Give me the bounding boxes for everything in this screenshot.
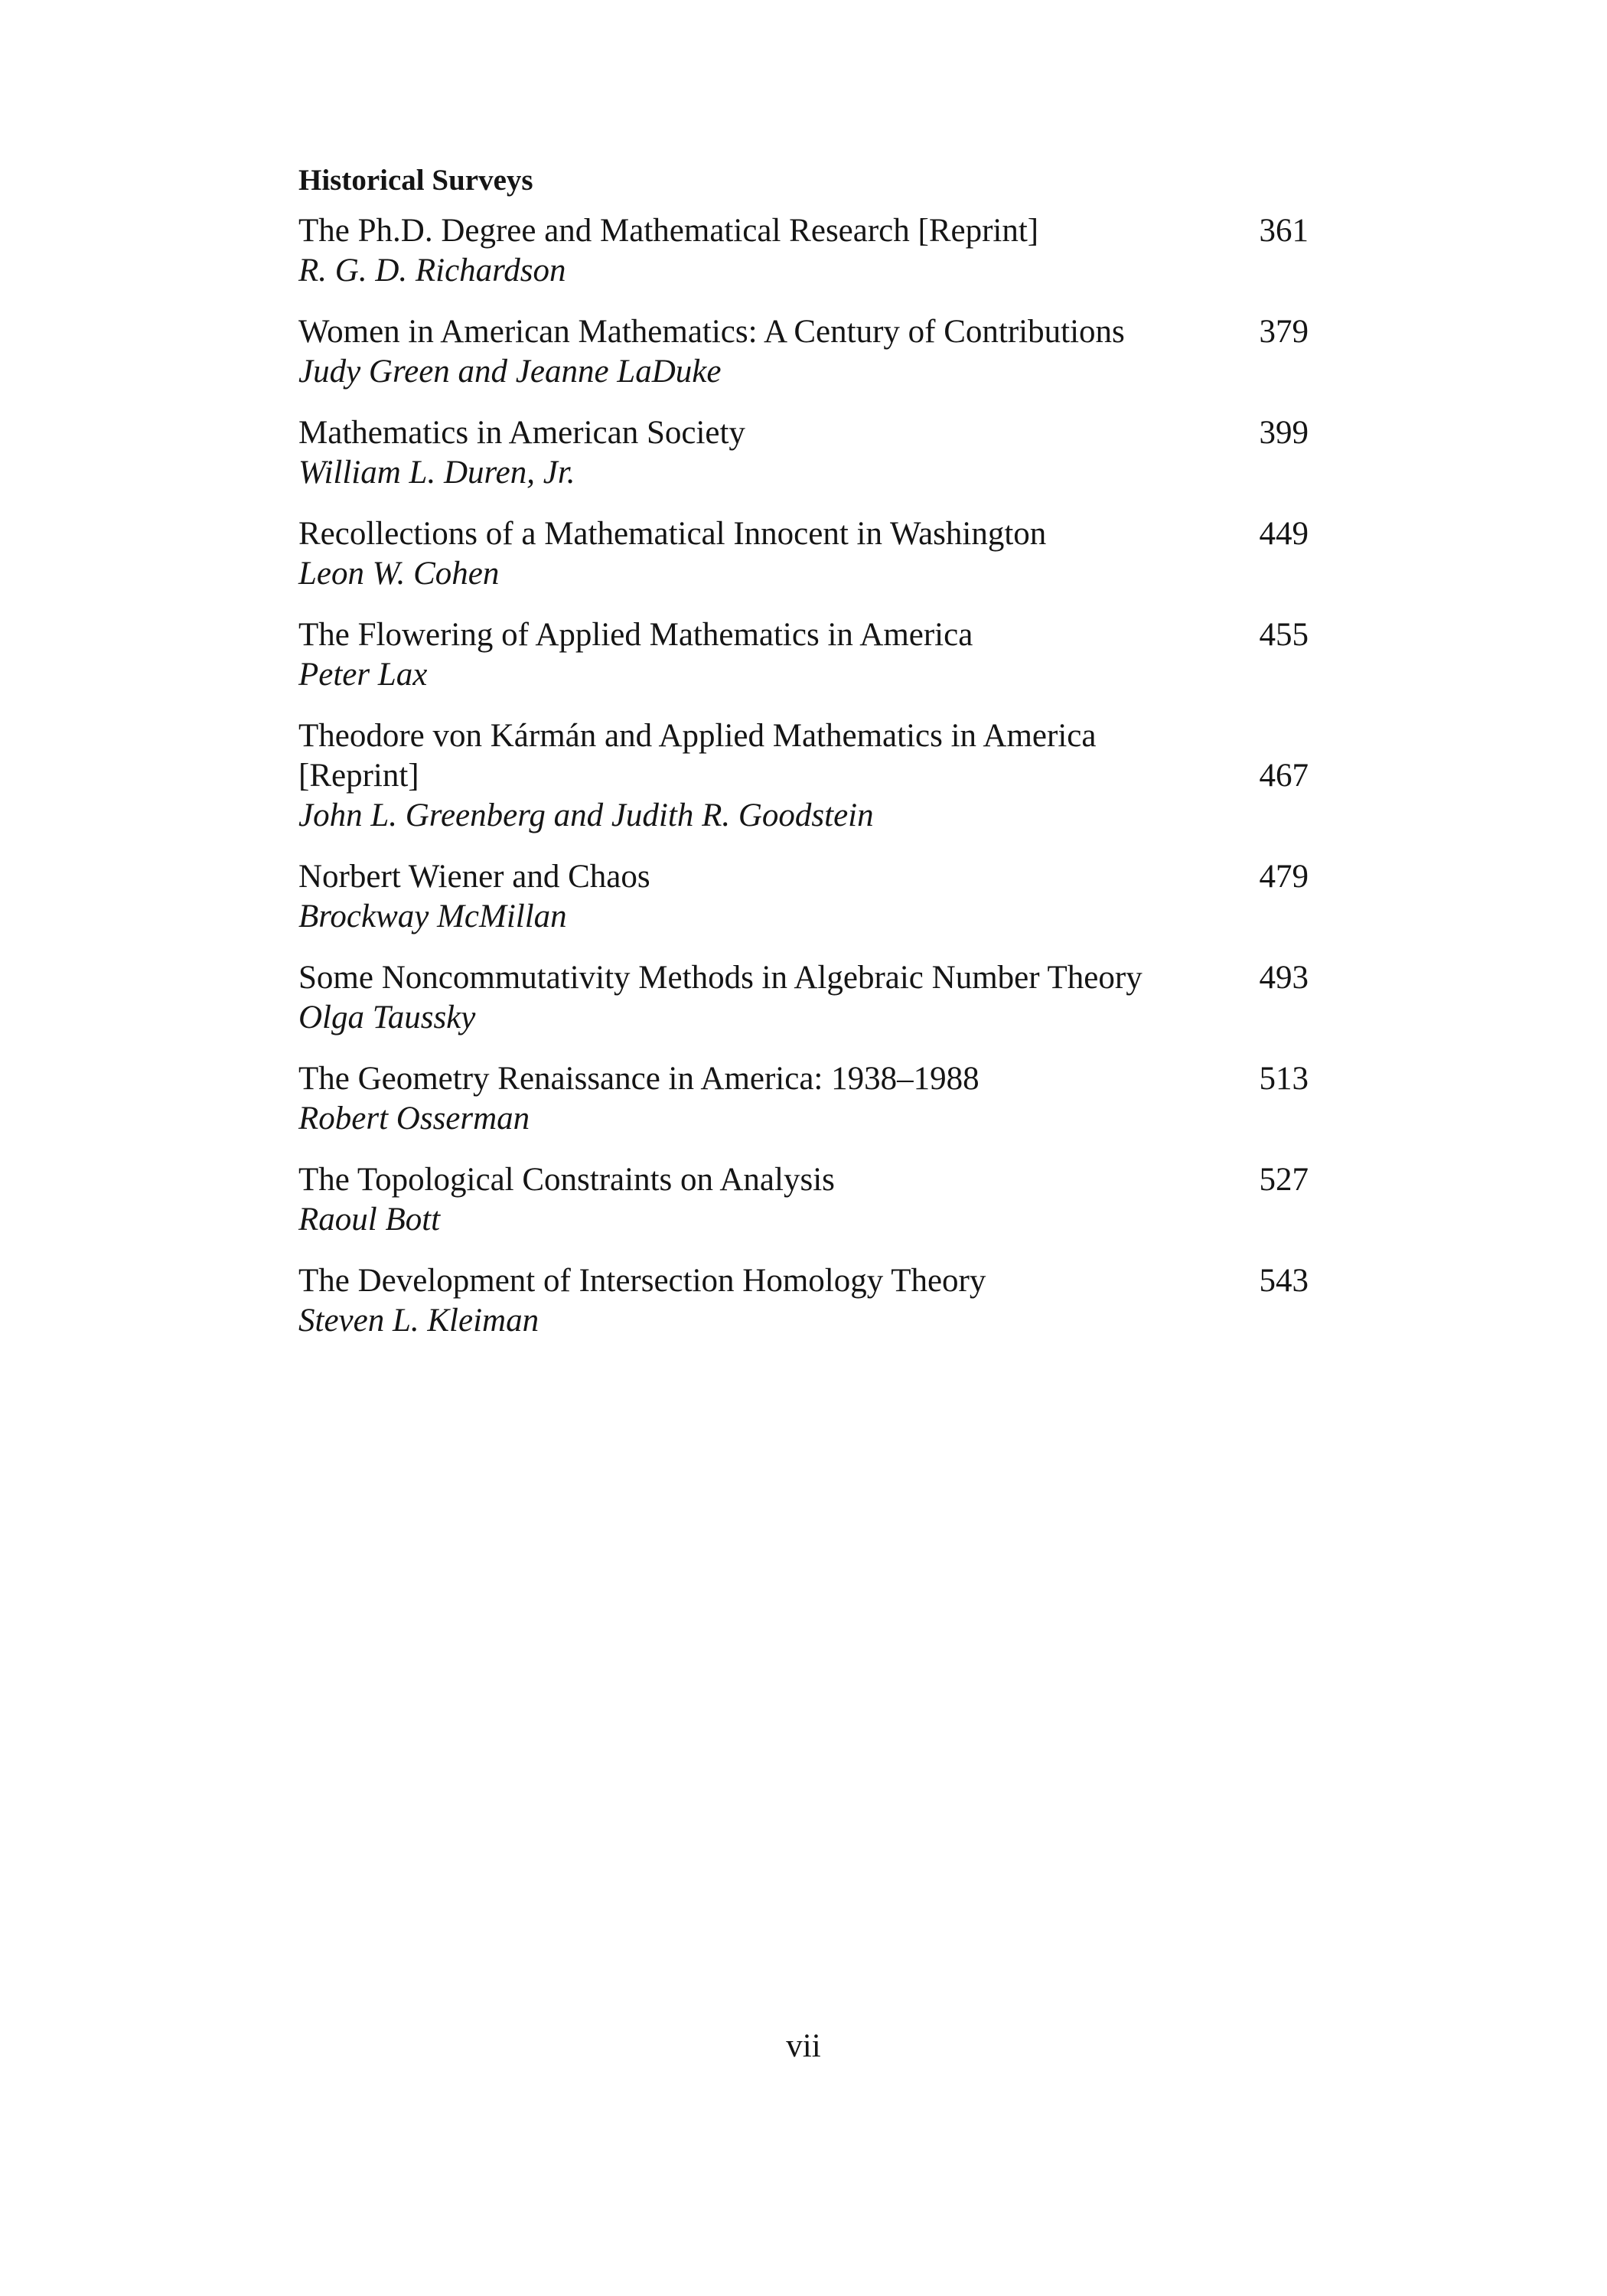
entry-page-number: 455 — [1259, 617, 1309, 653]
entry-author: Olga Taussky — [298, 1000, 476, 1035]
entry-page-number: 493 — [1259, 960, 1309, 996]
toc-entry-recollections — [298, 514, 1309, 594]
entry-title: Norbert Wiener and Chaos — [298, 859, 650, 895]
entry-page-number: 513 — [1259, 1061, 1309, 1097]
toc-entry-wiener-chaos — [298, 857, 1309, 937]
toc-entry-phd-degree — [298, 211, 1309, 291]
entry-page-number: 543 — [1259, 1263, 1309, 1299]
entry-page-number: 399 — [1259, 415, 1309, 451]
entry-title-continued: [Reprint] — [298, 758, 419, 794]
entry-title: The Flowering of Applied Mathematics in America — [298, 617, 973, 653]
toc-entry-mathematics-in-society — [298, 413, 1309, 493]
entry-page-number: 467 — [1259, 758, 1309, 794]
entry-author: William L. Duren, Jr. — [298, 455, 575, 491]
entry-author: Raoul Bott — [298, 1202, 441, 1238]
entry-author: Leon W. Cohen — [298, 556, 500, 592]
entry-page-number: 449 — [1259, 516, 1309, 552]
entry-title: The Ph.D. Degree and Mathematical Research [Reprint] — [298, 213, 1039, 249]
toc-entry-women-in-mathematics — [298, 312, 1309, 392]
section-heading: Historical Surveys — [298, 164, 533, 197]
toc-entry-applied-mathematics — [298, 615, 1309, 695]
entry-title: Some Noncommutativity Methods in Algebraic Number Theory — [298, 960, 1143, 996]
entry-page-number: 379 — [1259, 314, 1309, 350]
entry-author: Judy Green and Jeanne LaDuke — [298, 354, 722, 390]
entry-title: Mathematics in American Society — [298, 415, 745, 451]
entry-title: The Geometry Renaissance in America: 1938–1988 — [298, 1061, 980, 1097]
entry-title: The Topological Constraints on Analysis — [298, 1162, 835, 1198]
entry-author: Brockway McMillan — [298, 899, 567, 934]
page-folio: vii — [786, 2028, 821, 2064]
entry-title: Theodore von Kármán and Applied Mathematics in America — [298, 718, 1097, 754]
entry-page-number: 527 — [1259, 1162, 1309, 1198]
entry-author: John L. Greenberg and Judith R. Goodstein — [298, 797, 874, 833]
entry-author: Peter Lax — [298, 657, 428, 693]
entry-title: Women in American Mathematics: A Century of Contributions — [298, 314, 1125, 350]
toc-entry-topological-constraints — [298, 1160, 1309, 1240]
entry-author: R. G. D. Richardson — [298, 253, 566, 289]
toc-entry-intersection-homology — [298, 1261, 1309, 1341]
entry-author: Robert Osserman — [298, 1101, 530, 1137]
entry-title: The Development of Intersection Homology Theory — [298, 1263, 986, 1299]
entry-title: Recollections of a Mathematical Innocent in Washington — [298, 516, 1047, 552]
toc-entry-noncommutativity — [298, 958, 1309, 1038]
toc-entry-von-karman — [298, 716, 1309, 836]
toc-entry-geometry-renaissance — [298, 1059, 1309, 1139]
entry-page-number: 479 — [1259, 859, 1309, 895]
entry-author: Steven L. Kleiman — [298, 1303, 539, 1339]
entry-page-number: 361 — [1259, 213, 1309, 249]
